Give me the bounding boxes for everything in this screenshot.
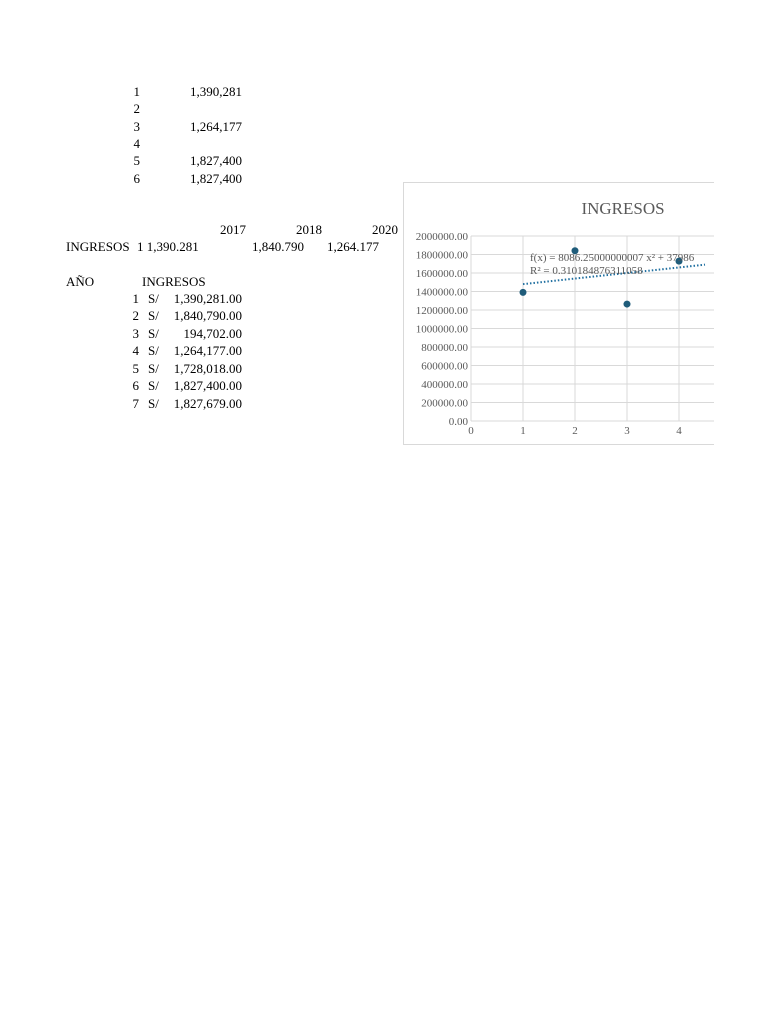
data-point	[520, 289, 527, 296]
list-value: 1,390,281	[190, 84, 242, 99]
list-index: 5	[133, 153, 140, 168]
list-index: 2	[133, 101, 140, 116]
table-row-currency: S/	[148, 326, 159, 341]
list-index: 6	[133, 171, 140, 186]
list-value: 1,264,177	[190, 119, 242, 134]
y-tick-label: 0.00	[448, 416, 468, 428]
year-value: 1,264.177	[327, 239, 379, 254]
table-row-index: 2	[132, 308, 139, 323]
chart-title: INGRESOS	[581, 199, 665, 218]
table-row-amount: 1,827,679.00	[173, 396, 242, 411]
list-index: 4	[133, 136, 140, 151]
year-value: 1 1,390.281	[137, 239, 199, 254]
y-tick-label: 1600000.00	[415, 268, 468, 280]
trendline-equation: f(x) = 8086.25000000007 x² + 37986	[530, 252, 695, 264]
y-tick-label: 1800000.00	[415, 249, 468, 262]
table-row-currency: S/	[148, 396, 159, 411]
y-tick-label: 1400000.00	[415, 286, 468, 299]
y-tick-label: 1200000.00	[415, 305, 468, 317]
x-tick-label: 4	[676, 425, 682, 437]
table-row-amount: 1,827,400.00	[173, 378, 242, 393]
year-header: 2017	[220, 222, 246, 237]
table-row-index: 3	[132, 326, 139, 341]
table-row-index: 1	[132, 291, 139, 306]
table-row-index: 4	[132, 343, 139, 358]
table-row-currency: S/	[148, 378, 159, 393]
x-tick-label: 1	[520, 425, 526, 437]
table-row-currency: S/	[148, 343, 159, 358]
table-row-amount: 1,728,018.00	[173, 361, 242, 376]
y-tick-label: 2000000.00	[415, 231, 468, 243]
year-value: 1,840.790	[252, 239, 304, 254]
data-point	[624, 301, 631, 308]
y-tick-label: 200000.00	[421, 397, 468, 410]
chart-canvas	[404, 183, 714, 444]
y-tick-label: 1000000.00	[415, 323, 468, 336]
column-header-income: INGRESOS	[142, 274, 206, 289]
list-index: 3	[133, 119, 140, 134]
table-row-index: 7	[132, 396, 139, 411]
list-index: 1	[133, 84, 140, 99]
y-tick-label: 400000.00	[421, 379, 468, 391]
table-row-amount: 194,702.00	[183, 326, 242, 341]
table-row-index: 5	[132, 361, 139, 376]
y-tick-label: 800000.00	[421, 342, 468, 354]
y-tick-label: 600000.00	[421, 360, 468, 373]
table-row-currency: S/	[148, 308, 159, 323]
trendline-r-squared: R² = 0.310184876311058	[530, 265, 643, 277]
table-row-amount: 1,390,281.00	[173, 291, 242, 306]
x-tick-label: 2	[572, 425, 578, 437]
table-row-amount: 1,264,177.00	[173, 343, 242, 358]
table-row-currency: S/	[148, 361, 159, 376]
ingresos-chart[interactable]	[403, 182, 714, 445]
list-value: 1,827,400	[190, 171, 242, 186]
x-tick-label: 3	[624, 425, 630, 437]
table-row-currency: S/	[148, 291, 159, 306]
year-header: 2020	[372, 222, 398, 237]
table-row-amount: 1,840,790.00	[173, 308, 242, 323]
list-value: 1,827,400	[190, 153, 242, 168]
column-header-year: AÑO	[66, 274, 95, 289]
year-header: 2018	[296, 222, 322, 237]
row-label: INGRESOS	[66, 239, 130, 254]
table-row-index: 6	[132, 378, 139, 393]
x-tick-label: 0	[468, 425, 474, 437]
